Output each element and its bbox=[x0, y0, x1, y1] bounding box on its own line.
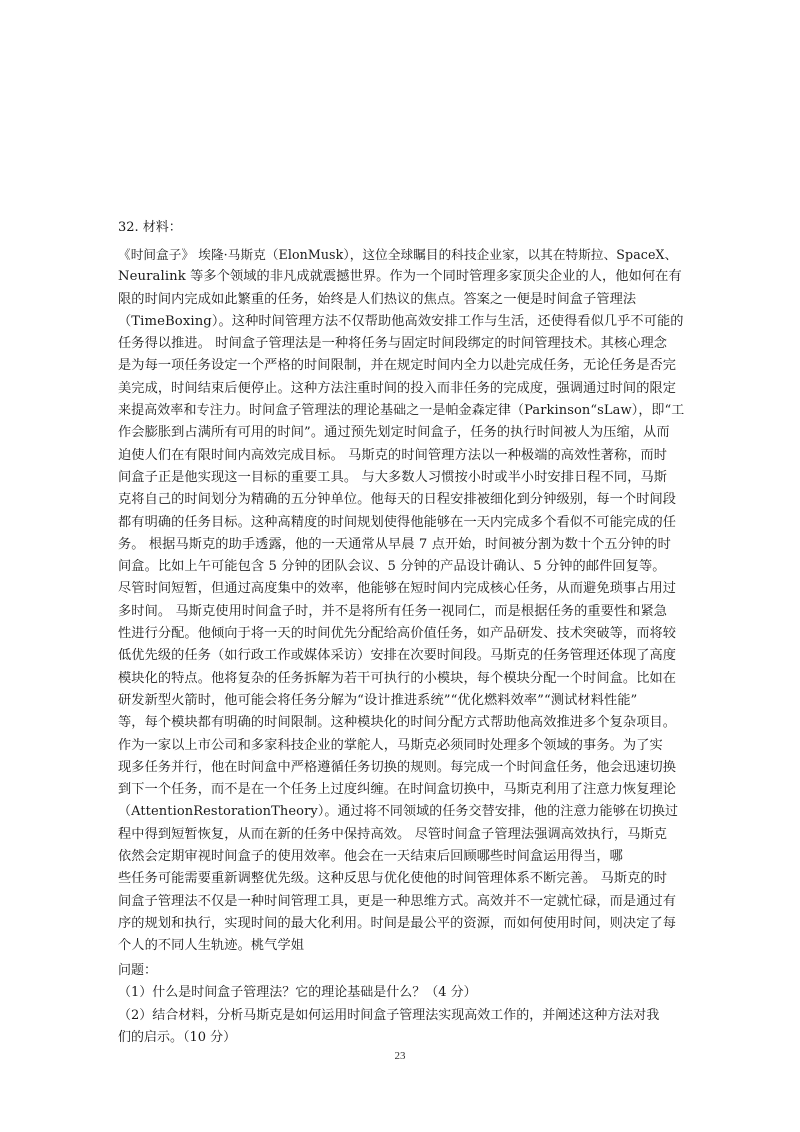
passage-line: 程中得到短暂恢复，从而在新的任务中保持高效。 尽管时间盒子管理法强调高效执行，马斯克 bbox=[118, 826, 668, 842]
passage-line: 迫使人们在有限时间内高效完成目标。 马斯克的时间管理方法以一种极端的高效性著称，而时 bbox=[118, 447, 668, 463]
passage-line: 限的时间内完成如此繁重的任务，始终是人们热议的焦点。答案之一便是时间盒子管理法 bbox=[118, 291, 637, 307]
passage-line: （AttentionRestorationTheory）。通过将不同领域的任务交替安排，他的注意力能够在切换过 bbox=[118, 804, 679, 820]
passage-line: 作会膨胀到占满所有可用的时间”。通过预先划定时间盒子，任务的执行时间被人为压缩，从而 bbox=[118, 425, 670, 441]
questions-label: 问题： bbox=[118, 962, 158, 978]
passage-line: 多时间。 马斯克使用时间盒子时，并不是将所有任务一视同仁，而是根据任务的重要性和紧急 bbox=[118, 603, 668, 619]
passage-line: （TimeBoxing）。这种时间管理方法不仅帮助他高效安排工作与生活，还使得看似几乎不可能的 bbox=[118, 313, 684, 329]
passage-line: 研发新型火箭时，他可能会将任务分解为“设计推进系统”“优化燃料效率”“测试材料性能” bbox=[118, 692, 638, 708]
passage-line: 务。 根据马斯克的助手透露，他的一天通常从早晨 7 点开始，时间被分割为数十个五分钟的时 bbox=[118, 536, 671, 552]
passage-line: 依然会定期审视时间盒子的使用效率。他会在一天结束后回顾哪些时间盒运用得当，哪 bbox=[118, 849, 623, 865]
passage-line: 序的规划和执行，实现时间的最大化利用。时间是最公平的资源，而如何使用时间，则决定了每 bbox=[118, 915, 677, 931]
passage-line: 性进行分配。他倾向于将一天的时间优先分配给高价值任务，如产品研发、技术突破等，而将较 bbox=[118, 626, 677, 642]
material-passage bbox=[118, 244, 684, 958]
passage-line: 间盒。比如上午可能包含 5 分钟的团队会议、5 分钟的产品设计确认、5 分钟的邮件回复等。 bbox=[118, 559, 666, 575]
passage-line: 现多任务并行，他在时间盒中严格遵循任务切换的规则。每完成一个时间盒任务，他会迅速切换 bbox=[118, 759, 677, 775]
passage-line: 克将自己的时间划分为精确的五分钟单位。他每天的日程安排被细化到分钟级别，每一个时间段 bbox=[118, 492, 677, 508]
question-line: （1）什么是时间盒子管理法？它的理论基础是什么？（4 分） bbox=[118, 985, 477, 1000]
question-list bbox=[118, 982, 684, 1050]
questions-section bbox=[118, 960, 684, 1050]
passage-line: 间盒子正是他实现这一目标的重要工具。 与大多数人习惯按小时或半小时安排日程不同，马斯 bbox=[118, 469, 668, 485]
passage-line: 任务得以推进。 时间盒子管理法是一种将任务与固定时间段绑定的时间管理技术。其核心理念 bbox=[118, 336, 668, 352]
passage-line: 《时间盒子》 埃隆·马斯克（ElonMusk），这位全球瞩目的科技企业家，以其在特斯拉、SpaceX、 bbox=[118, 247, 678, 262]
page-number: 23 bbox=[394, 1050, 406, 1062]
passage-line: 些任务可能需要重新调整优先级。这种反思与优化使他的时间管理体系不断完善。 马斯克的时 bbox=[118, 871, 668, 887]
passage-line: 是为每一项任务设定一个严格的时间限制，并在规定时间内全力以赴完成任务，无论任务是否完 bbox=[118, 358, 677, 374]
question-line: （2）结合材料，分析马斯克是如何运用时间盒子管理法实现高效工作的，并阐述这种方法对我 bbox=[118, 1007, 660, 1023]
passage-line: 模块化的特点。他将复杂的任务拆解为若干可执行的小模块，每个模块分配一个时间盒。比如在 bbox=[118, 670, 677, 686]
question-heading: 32. 材料： bbox=[118, 220, 182, 235]
passage-line: 来提高效率和专注力。时间盒子管理法的理论基础之一是帕金森定律（Parkinson“sLaw），即“工 bbox=[118, 403, 685, 419]
passage-line: 间盒子管理法不仅是一种时间管理工具，更是一种思维方式。高效并不一定就忙碌，而是通过有 bbox=[118, 893, 677, 909]
passage-line: 到下一个任务，而不是在一个任务上过度纠缠。在时间盒切换中，马斯克利用了注意力恢复理论 bbox=[118, 782, 677, 798]
passage-line: 等，每个模块都有明确的时间限制。这种模块化的时间分配方式帮助他高效推进多个复杂项目。 bbox=[118, 715, 677, 731]
passage-line: 尽管时间短暂，但通过高度集中的效率，他能够在短时间内完成核心任务，从而避免琐事占用过 bbox=[118, 581, 677, 597]
passage-line: 低优先级的任务（如行政工作或媒体采访）安排在次要时间段。马斯克的任务管理还体现了高度 bbox=[118, 648, 677, 664]
passage-line: 作为一家以上市公司和多家科技企业的掌舵人，马斯克必须同时处理多个领域的事务。为了实 bbox=[118, 737, 663, 753]
passage-line: Neuralink 等多个领域的非凡成就震撼世界。作为一个同时管理多家顶尖企业的人，他如何在有 bbox=[118, 269, 682, 285]
passage-line: 美完成，时间结束后便停止。这种方法注重时间的投入而非任务的完成度，强调通过时间的限定 bbox=[118, 380, 677, 396]
passage-line: 都有明确的任务目标。这种高精度的时间规划使得他能够在一天内完成多个看似不可能完成的任 bbox=[118, 514, 677, 530]
question-line: 们的启示。（10 分） bbox=[118, 1030, 237, 1045]
document-body bbox=[118, 218, 684, 1050]
passage-line: 个人的不同人生轨迹。桃气学姐 bbox=[118, 938, 305, 954]
